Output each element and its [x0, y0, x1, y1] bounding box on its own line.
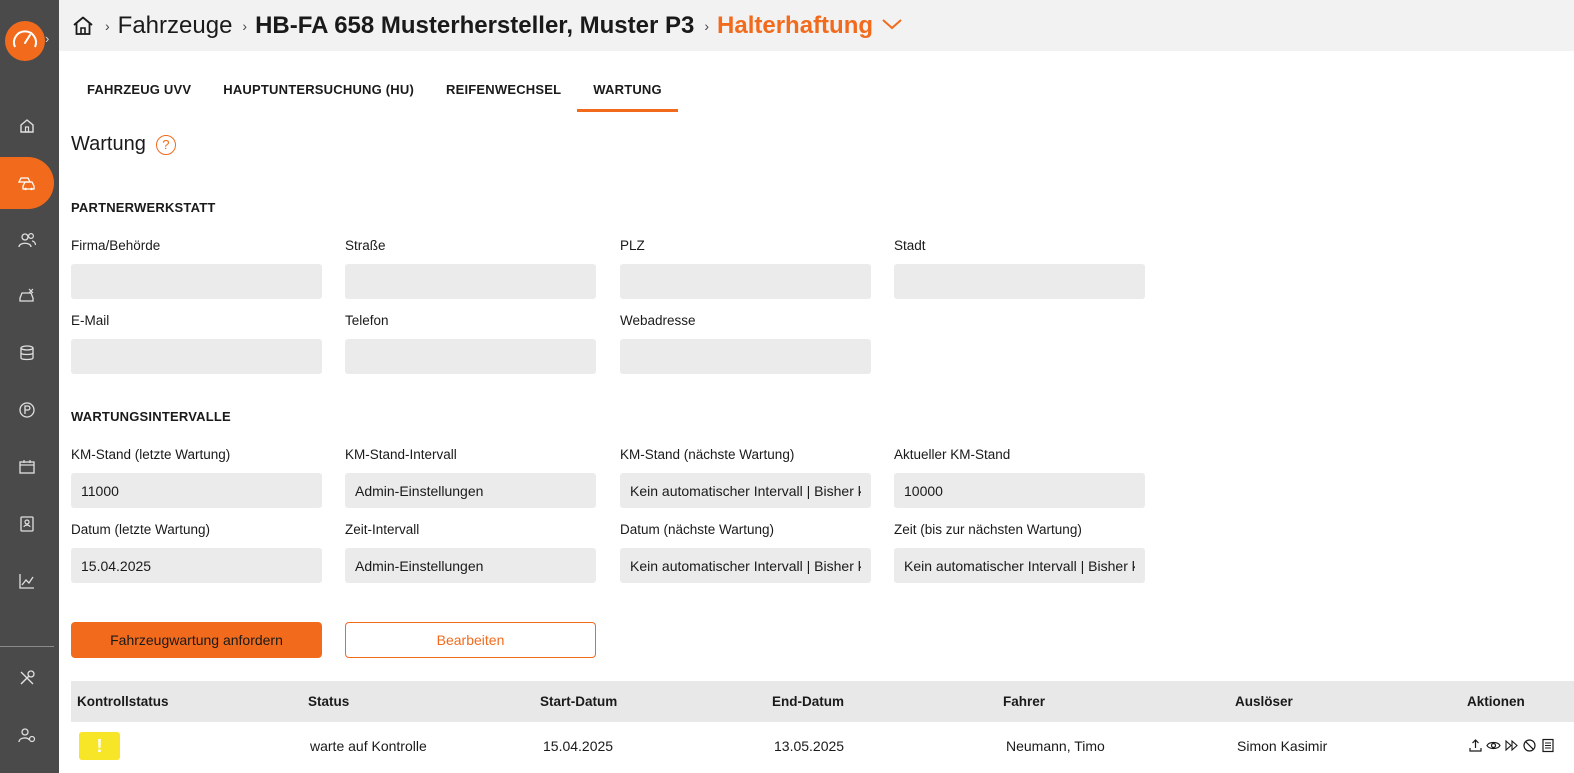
help-icon[interactable]: ?: [156, 135, 176, 155]
label-km-aktuell: Aktueller KM-Stand: [894, 447, 1011, 462]
chevron-right-icon: ›: [704, 17, 710, 34]
sidebar-item-damage[interactable]: [0, 270, 54, 322]
users-icon: [17, 230, 37, 250]
tab-bar: [71, 78, 678, 112]
table-row[interactable]: [71, 722, 1574, 773]
telefon-field[interactable]: [345, 339, 596, 374]
column-header-kontrollstatus[interactable]: Kontrollstatus: [77, 694, 169, 709]
sidebar-item-contacts[interactable]: [0, 498, 54, 550]
label-email: E-Mail: [71, 313, 110, 328]
label-plz: PLZ: [620, 238, 645, 253]
block-icon[interactable]: [1521, 736, 1537, 754]
datum-naechste-field[interactable]: [620, 548, 871, 583]
sidebar-divider: [0, 646, 54, 647]
webadresse-field[interactable]: [620, 339, 871, 374]
sidebar-item-user-settings[interactable]: [0, 709, 54, 761]
chart-icon: [17, 571, 37, 591]
sidebar-item-users[interactable]: [0, 214, 54, 266]
row-actions: [1467, 736, 1555, 754]
label-strasse: Straße: [345, 238, 386, 253]
cell-ausloeser: Simon Kasimir: [1237, 738, 1328, 754]
warning-badge: !: [79, 732, 120, 760]
label-webadresse: Webadresse: [620, 313, 696, 328]
edit-button[interactable]: Bearbeiten: [345, 622, 596, 658]
column-header-aktionen: Aktionen: [1467, 694, 1525, 709]
section-title-partner: PARTNERWERKSTATT: [71, 200, 216, 215]
zeit-bis-field[interactable]: [894, 548, 1145, 583]
contact-card-icon: [17, 514, 37, 534]
sidebar: [0, 0, 59, 773]
label-zeit-bis: Zeit (bis zur nächsten Wartung): [894, 522, 1082, 537]
label-zeit-intervall: Zeit-Intervall: [345, 522, 420, 537]
strasse-field[interactable]: [345, 264, 596, 299]
column-header-end[interactable]: End-Datum: [772, 694, 844, 709]
cell-status: warte auf Kontrolle: [310, 738, 427, 754]
stadt-field[interactable]: [894, 264, 1145, 299]
forward-icon[interactable]: [1503, 736, 1519, 754]
table-header: [71, 681, 1574, 722]
cars-icon: [17, 173, 37, 193]
app-logo[interactable]: [5, 21, 45, 61]
upload-icon[interactable]: [1467, 736, 1483, 754]
zeit-intervall-field[interactable]: [345, 548, 596, 583]
car-damage-icon: [17, 286, 37, 306]
tools-icon: [17, 668, 37, 688]
expand-sidebar-icon[interactable]: ›: [45, 31, 50, 46]
km-intervall-field[interactable]: [345, 473, 596, 508]
coins-icon: [17, 343, 37, 363]
page-title-text: Wartung: [71, 133, 146, 155]
speedometer-icon: [10, 26, 40, 56]
column-header-status[interactable]: Status: [308, 694, 350, 709]
label-km-letzte: KM-Stand (letzte Wartung): [71, 447, 231, 462]
column-header-fahrer[interactable]: Fahrer: [1003, 694, 1046, 709]
breadcrumb-current[interactable]: Halterhaftung: [717, 11, 874, 39]
label-datum-naechste: Datum (nächste Wartung): [620, 522, 775, 537]
home-icon[interactable]: [71, 14, 95, 38]
label-stadt: Stadt: [894, 238, 926, 253]
parking-icon: [17, 400, 37, 420]
breadcrumb-vehicle[interactable]: HB-FA 658 Musterhersteller, Muster P3: [255, 11, 695, 39]
km-naechste-field[interactable]: [620, 473, 871, 508]
column-header-ausloeser[interactable]: Auslöser: [1235, 694, 1293, 709]
breadcrumb-vehicles[interactable]: Fahrzeuge: [117, 11, 233, 39]
sidebar-item-tools[interactable]: [0, 652, 54, 704]
sidebar-item-calendar[interactable]: [0, 441, 54, 493]
label-km-intervall: KM-Stand-Intervall: [345, 447, 457, 462]
firma-field[interactable]: [71, 264, 322, 299]
tab-fahrzeug-uvv[interactable]: FAHRZEUG UVV: [87, 82, 192, 97]
tab-wartung[interactable]: WARTUNG: [577, 78, 678, 112]
km-letzte-field[interactable]: [71, 473, 322, 508]
label-datum-letzte: Datum (letzte Wartung): [71, 522, 211, 537]
user-settings-icon: [17, 725, 37, 745]
view-icon[interactable]: [1485, 736, 1501, 754]
calendar-icon: [17, 457, 37, 477]
chevron-down-icon[interactable]: [881, 17, 903, 36]
cell-fahrer: Neumann, Timo: [1006, 738, 1105, 754]
home-icon: [17, 116, 37, 136]
document-icon[interactable]: [1539, 736, 1555, 754]
page-title: [71, 133, 176, 156]
sidebar-item-reports[interactable]: [0, 555, 54, 607]
label-telefon: Telefon: [345, 313, 389, 328]
km-aktuell-field[interactable]: [894, 473, 1145, 508]
sidebar-item-costs[interactable]: [0, 327, 54, 379]
label-km-naechste: KM-Stand (nächste Wartung): [620, 447, 795, 462]
sidebar-item-dashboard[interactable]: [0, 100, 54, 152]
top-header: [59, 0, 1574, 51]
chevron-right-icon: ›: [242, 17, 248, 34]
tab-reifenwechsel[interactable]: REIFENWECHSEL: [445, 82, 562, 97]
datum-letzte-field[interactable]: [71, 548, 322, 583]
tab-hauptuntersuchung[interactable]: HAUPTUNTERSUCHUNG (HU): [223, 82, 414, 97]
column-header-start[interactable]: Start-Datum: [540, 694, 618, 709]
request-maintenance-button[interactable]: Fahrzeugwartung anfordern: [71, 622, 322, 658]
section-title-intervalle: WARTUNGSINTERVALLE: [71, 409, 231, 424]
sidebar-item-vehicles[interactable]: [0, 157, 54, 209]
email-field[interactable]: [71, 339, 322, 374]
label-firma: Firma/Behörde: [71, 238, 161, 253]
cell-start: 15.04.2025: [543, 738, 614, 754]
chevron-right-icon: ›: [105, 17, 110, 34]
sidebar-item-parking[interactable]: [0, 384, 54, 436]
cell-end: 13.05.2025: [774, 738, 845, 754]
plz-field[interactable]: [620, 264, 871, 299]
